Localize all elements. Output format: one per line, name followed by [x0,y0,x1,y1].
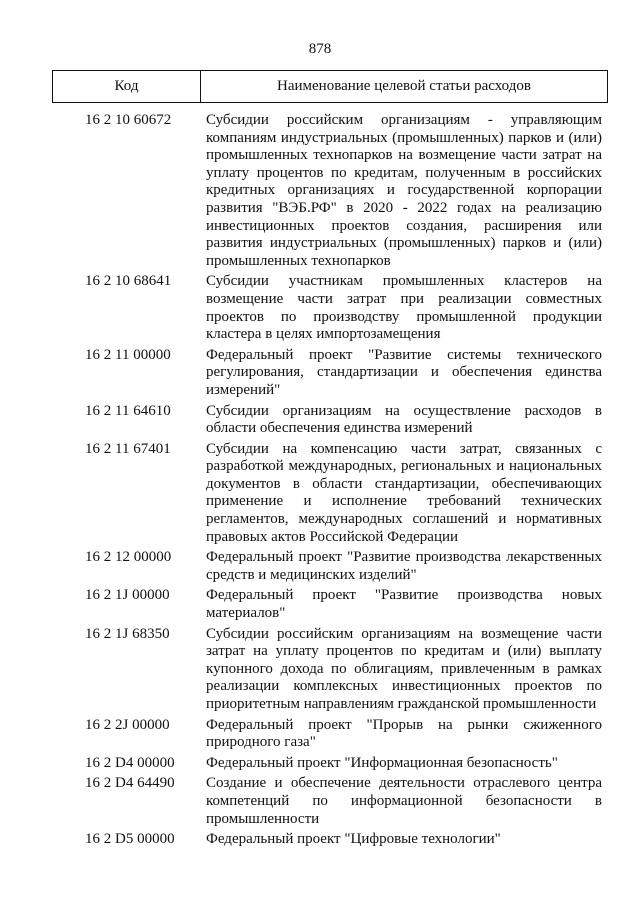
table-row [52,441,608,547]
row-description: Субсидии российским организациям - управляющим компаниям индустриальных (промышленных) парков и (или) промышленных технопарков на возмещение части затрат на уплату процентов по кредитам, полученным в российских кредитных организациях и государственной корпорации развития "ВЭБ.РФ" в 2020 - 2022 годах на реализацию инвестиционных проектов создания, расширения или развития индустриальных (промышленных) парков и (или) промышленных технопарков [206,112,602,269]
table-row [52,403,608,438]
row-description: Субсидии на компенсацию части затрат, связанных с разработкой международных, региональных и национальных документов в области стандартизации, обеспечивающих применение и исполнение требований технических регламентов, международных соглашений и нормативных правовых актов Российской Федерации [206,440,602,545]
table-row [52,347,608,400]
row-code: 16 2 10 60672 [85,112,172,128]
row-description: Создание и обеспечение деятельности отраслевого центра компетенций по информационной безопасности в промышленности [206,775,602,827]
row-description: Субсидии участникам промышленных кластеров на возмещение части затрат при реализации совместных проектов по производству промышленной продукции кластера в целях импортозамещения [206,273,602,343]
row-code: 16 2 11 64610 [85,402,171,419]
table-body [52,112,608,852]
table-header [52,70,608,103]
row-description: Федеральный проект "Развитие системы технического регулирования, стандартизации и обеспечения единства измерений" [206,346,602,398]
row-code: 16 2 12 00000 [85,549,172,566]
row-code: 16 2 D4 64490 [85,775,175,792]
table-row [52,717,608,752]
row-code: 16 2 2J 00000 [85,716,170,733]
row-code: 16 2 11 00000 [85,346,171,363]
row-description: Федеральный проект "Развитие производства новых материалов" [206,587,602,622]
row-code: 16 2 D5 00000 [85,831,175,848]
row-description: Субсидии организациям на осуществление расходов в области обеспечения единства измерений [206,402,602,437]
row-code: 16 2 10 68641 [85,273,172,290]
row-description: Федеральный проект "Прорыв на рынки сжиженного природного газа" [206,716,602,751]
header-name: Наименование целевой статьи расходов [277,78,531,94]
page-number: 878 [308,41,332,57]
table-row [52,587,608,622]
table-row [52,549,608,584]
row-code: 16 2 11 67401 [85,440,171,457]
table-row [52,112,608,270]
row-code: 16 2 1J 00000 [85,587,170,604]
table-row [52,273,608,343]
table-row [52,626,608,714]
row-description: Федеральный проект "Развитие производства лекарственных средств и медицинских изделий" [206,549,602,583]
row-description: Федеральный проект "Информационная безопасность" [206,754,558,771]
row-description: Федеральный проект "Цифровые технологии" [206,831,501,848]
header-code: Код [53,71,201,102]
row-code: 16 2 1J 68350 [85,625,170,642]
row-code: 16 2 D4 00000 [85,754,175,771]
table-row [52,755,608,773]
table-row [52,831,608,849]
row-description: Субсидии российским организациям на возмещение части затрат на уплату процентов по кредитам и (или) выплату купонного дохода по облигациям, привлеченным в рамках реализации комплексных инвестиционных проектов по приоритетным направлениям гражданской промышленности [206,625,602,712]
table-row [52,775,608,828]
